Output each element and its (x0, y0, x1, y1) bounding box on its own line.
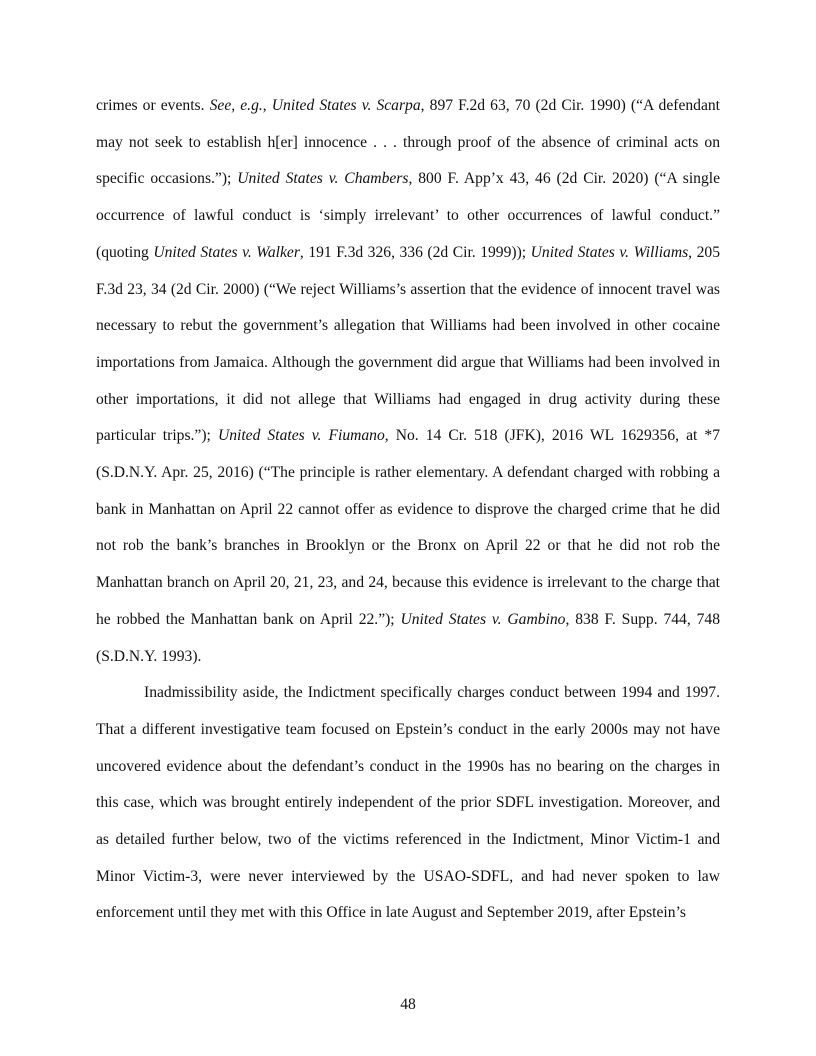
case-name-fiumano: United States v. Fiumano (217, 427, 385, 445)
body-text (96, 88, 720, 932)
case-name-williams: United States v. Williams (530, 243, 689, 261)
case-name-chambers: United States v. Chambers (237, 170, 409, 188)
paragraph-inadmissibility: Inadmissibility aside, the Indictment specifically charges conduct between 1994 and 1997. That a different investigative team focused on Epstein’s conduct in the early 2000s may not have uncovered evidence about the defendant’s conduct in the 1990s has no bearing on the charges in this case, which was brought entirely independent of the prior SDFL investigation. Moreover, and as detailed further below, two of the victims referenced in the Indictment, Minor Victim-1 and Minor Victim-3, were never interviewed by the USAO-SDFL, and had never spoken to law enforcement until they met with this Office in late August and September 2019, after Epstein’s (96, 684, 720, 922)
signal-see-eg: See, e.g. (209, 97, 263, 114)
text-run: , 191 F.3d 326, 336 (2d Cir. 1999)); (299, 243, 531, 261)
case-name-scarpa: United States v. Scarpa (271, 97, 421, 114)
case-name-gambino: United States v. Gambino (400, 610, 566, 628)
page-number: 48 (400, 996, 416, 1013)
text-run: , 838 F. Supp. 744, 748 (S.D.N.Y. 1993). (96, 610, 720, 665)
text-run: , No. 14 Cr. 518 (JFK), 2016 WL 1629356, at *7 (S.D.N.Y. Apr. 25, 2016) (“The principle is rather elementary. A defendant charged with robbing a bank in Manhattan on April 22 cannot offer as evidence to disprove the charged crime that he did not rob the bank’s branches in Brooklyn or the Bronx on April 22 or that he did not rob the Manhattan branch on April 20, 21, 23, and 24, because this evidence is irrelevant to the charge that he robbed the Manhattan bank on April 22.”); (96, 427, 721, 628)
case-name-walker: United States v. Walker (153, 243, 300, 261)
text-run: , (262, 97, 272, 114)
text-run: crimes or events. (96, 97, 210, 114)
text-run: , 205 F.3d 23, 34 (2d Cir. 2000) (“We reject Williams’s assertion that the evidence of innocent travel was necessary to rebut the government’s allegation that Williams had been involved in other cocaine importations from Jamaica. Although the government did argue that Williams had been involved in other importations, it did not allege that Williams had engaged in drug activity during these particular trips.”); (96, 243, 720, 445)
text-run: , 897 F.2d 63, 70 (2d Cir. 1990) (“A defendant may not seek to establish h[er] innocence . . . through proof of the absence of criminal acts on specific occasions.”); (96, 97, 721, 188)
paragraph-citations (96, 88, 720, 675)
text-run: , 800 F. App’x 43, 46 (2d Cir. 2020) (“A single occurrence of lawful conduct is ‘simply irrelevant’ to other occurrences of lawful conduct.” (quoting (96, 170, 720, 261)
